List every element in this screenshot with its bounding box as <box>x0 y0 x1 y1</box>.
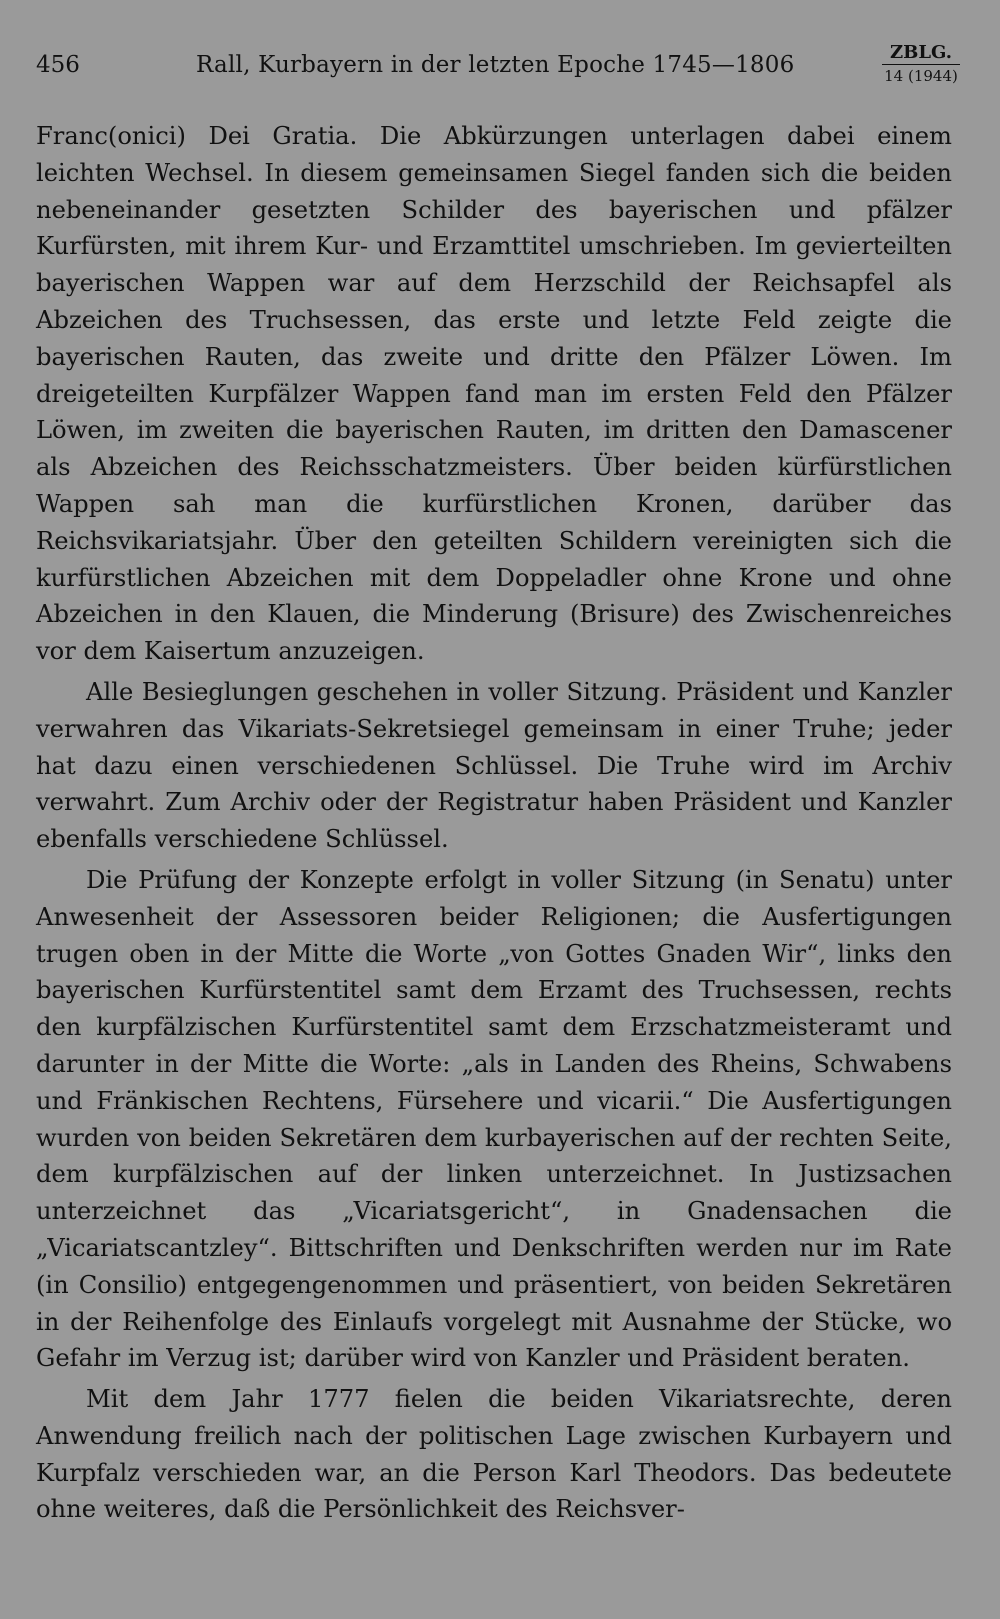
paragraph-2: Alle Besieglungen geschehen in voller Sitzung. Präsident und Kanzler verwahren das Vikariats-Sekretsiegel gemeinsam in einer Truhe; jeder hat dazu einen verschiedenen Schlüssel. Die Truhe wird im Archiv verwahrt. Zum Archiv oder der Registratur haben Präsident und Kanzler ebenfalls verschiedene Schlüssel. <box>36 677 952 854</box>
body-text <box>36 118 952 1528</box>
paragraph-1: Franc(onici) Dei Gratia. Die Abkürzungen unterlagen dabei einem leichten Wechsel. In diesem gemeinsamen Siegel fanden sich die beiden nebeneinander gesetzten Schilder des bayerischen und pfälzer Kurfürsten, mit ihrem Kur- und Erzamttitel umschrieben. Im gevierteilten bayerischen Wappen war auf dem Herzschild der Reichsapfel als Abzeichen des Truchsessen, das erste und letzte Feld zeigte die bayerischen Rauten, das zweite und dritte den Pfälzer Löwen. Im dreigeteilten Kurpfälzer Wappen fand man im ersten Feld den Pfälzer Löwen, im zweiten die bayerischen Rauten, im dritten den Damascener als Abzeichen des Reichsschatzmeisters. Über beiden kürfürstlichen Wappen sah man die kurfürstlichen Kronen, darüber das Reichsvikariatsjahr. Über den geteilten Schildern vereinigten sich die kurfürstlichen Abzeichen mit dem Doppeladler ohne Krone und ohne Abzeichen in den Klauen, die Minderung (Brisure) des Zwischenreiches vor dem Kaisertum anzuzeigen. <box>36 122 952 666</box>
paragraph-4: Mit dem Jahr 1777 fielen die beiden Vikariatsrechte, deren Anwendung freilich nach der politischen Lage zwischen Kurbayern und Kurpfalz verschieden war, an die Person Karl Theodors. Das bedeutete ohne weiteres, daß die Persönlichkeit des Reichsver- <box>36 1385 952 1524</box>
page-header <box>36 42 960 92</box>
paragraph-3: Die Prüfung der Konzepte erfolgt in voller Sitzung (in Senatu) unter Anwesenheit der Assessoren beider Religionen; die Ausfertigungen trugen oben in der Mitte die Worte „von Gottes Gnaden Wir“, links den bayerischen Kurfürstentitel samt dem Erzamt des Truchsessen, rechts den kurpfälzischen Kurfürstentitel samt dem Erzschatzmeisteramt und darunter in der Mitte die Worte: „als in Landen des Rheins, Schwabens und Fränkischen Rechtens, Fürsehere und vicarii.“ Die Ausfertigungen wurden von beiden Sekretären dem kurbayerischen auf der rechten Seite, dem kurpfälzischen auf der linken unterzeichnet. In Justizsachen unterzeichnet das „Vicariatsgericht“, in Gnadensachen die „Vicariatscantzley“. Bittschriften und Denkschriften werden nur im Rate (in Consilio) entgegengenommen und präsentiert, von beiden Sekretären in der Reihenfolge des Einlaufs vorgelegt mit Ausnahme der Stücke, wo Gefahr im Verzug ist; darüber wird von Kanzler und Präsident beraten. <box>36 865 952 1373</box>
journal-volume: 14 (1944) <box>882 64 960 87</box>
page-number: 456 <box>36 52 80 78</box>
journal-reference <box>882 42 960 87</box>
journal-abbreviation: ZBLG. <box>889 42 952 63</box>
running-title: Rall, Kurbayern in der letzten Epoche 1745—1806 <box>196 52 795 78</box>
